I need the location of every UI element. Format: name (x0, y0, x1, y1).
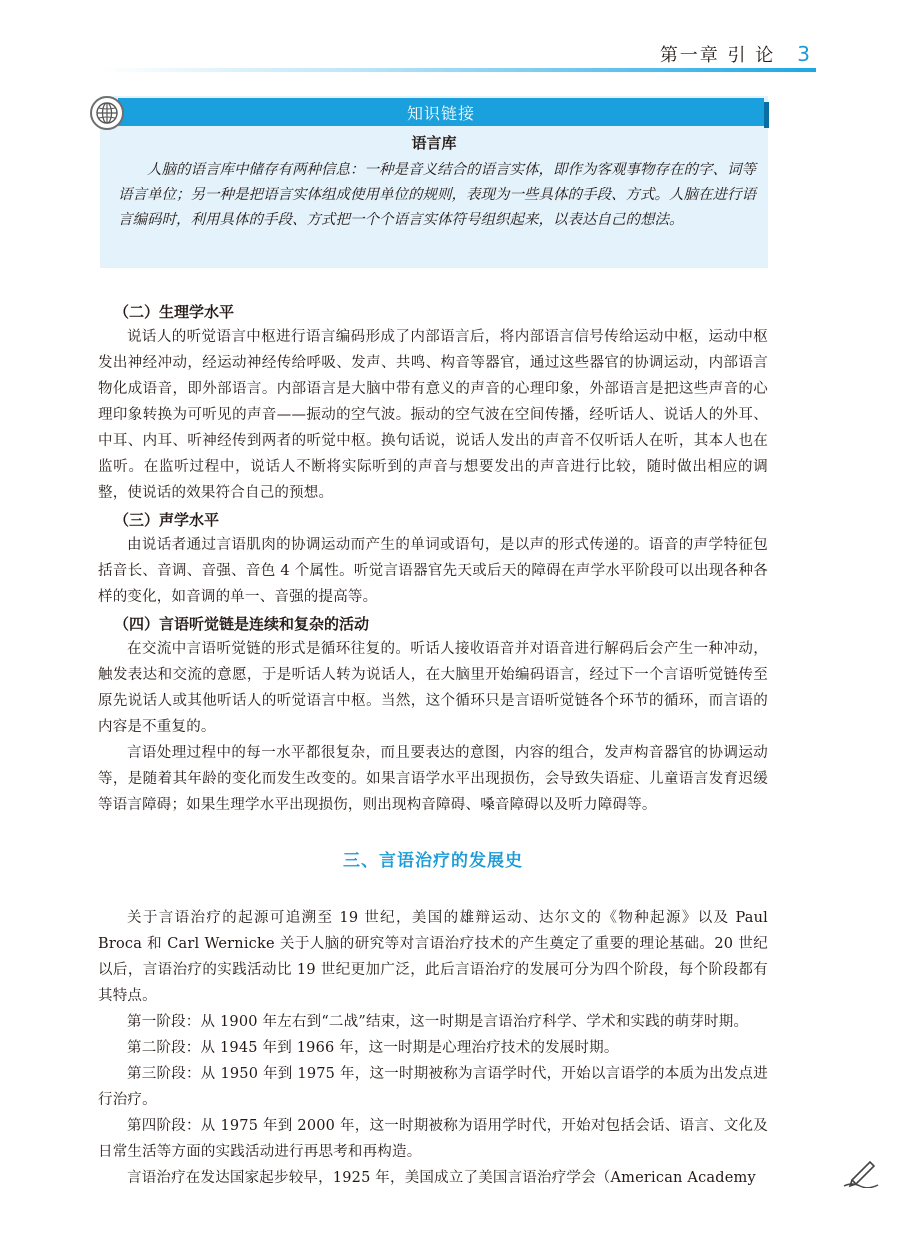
knowledge-box-body: 人脑的语言库中储存有两种信息：一种是音义结合的语言实体，即作为客观事物存在的字、词等语言单位；另一种是把语言实体组成使用单位的规则，表现为一些具体的手段、方式。人脑在进行语言编码时，利用具体的手段、方式把一个个语言实体符号组织起来，以表达自己的想法。 (118, 162, 756, 228)
running-header (600, 40, 810, 68)
pen-icon (842, 1158, 882, 1188)
chapter-section-heading: 三、言语治疗的发展史 (343, 851, 523, 871)
chapter-title: 第一章 引 论 (659, 45, 776, 66)
header-rule (100, 68, 816, 72)
paragraph: 第一阶段：从 1900 年左右到“二战”结束，这一时期是言语治疗科学、学术和实践的萌芽时期。 (127, 1014, 749, 1030)
paragraph: 言语治疗在发达国家起步较早，1925 年，美国成立了美国言语治疗学会（American Academy (127, 1170, 756, 1186)
section-heading-speech-chain: （四）言语听觉链是连续和复杂的活动 (114, 615, 370, 633)
paragraph: 言语处理过程中的每一水平都很复杂，而且要表达的意图，内容的组合，发声构音器官的协调运动等，是随着其年龄的变化而发生改变的。如果言语学水平出现损伤，会导致失语症、儿童语言发育迟缓等语言障碍；如果生理学水平出现损伤，则出现构音障碍、嗓音障碍以及听力障碍等。 (98, 745, 768, 813)
knowledge-box-title: 语言库 (411, 134, 457, 152)
paragraph: 在交流中言语听觉链的形式是循环往复的。听话人接收语音并对语音进行解码后会产生一种冲动，触发表达和交流的意愿，于是听话人转为说话人，在大脑里开始编码语言，经过下一个言语听觉链传至原先说话人或其他听话人的听觉语言中枢。当然，这个循环只是言语听觉链各个环节的循环，而言语的内容是不重复的。 (98, 641, 768, 735)
section-heading-physiology: （二）生理学水平 (114, 303, 235, 321)
paragraph: 由说话者通过言语肌肉的协调运动而产生的单词或语句，是以声的形式传递的。语音的声学特征包括音长、音调、音强、音色 4 个属性。听觉言语器官先天或后天的障碍在声学水平阶段可以出现各种各样的变化，如音调的单一、音强的提高等。 (98, 537, 768, 605)
knowledge-bar-shadow (764, 102, 769, 128)
page-number: 3 (797, 42, 810, 66)
paragraph: 第四阶段：从 1975 年到 2000 年，这一时期被称为语用学时代，开始对包括会话、语言、文化及日常生活等方面的实践活动进行再思考和再构造。 (98, 1118, 768, 1160)
globe-icon (90, 96, 124, 130)
paragraph: 说话人的听觉语言中枢进行语言编码形成了内部语言后，将内部语言信号传给运动中枢，运动中枢发出神经冲动，经运动神经传给呼吸、发声、共鸣、构音等器官，通过这些器官的协调运动，内部语言物化成语音，即外部语言。内部语言是大脑中带有意义的声音的心理印象，外部语言是把这些声音的心理印象转换为可听见的声音——振动的空气波。振动的空气波在空间传播，经听话人、说话人的外耳、中耳、内耳、听神经传到两者的听觉中枢。换句话说，说话人发出的声音不仅听话人在听，其本人也在监听。在监听过程中，说话人不断将实际听到的声音与想要发出的声音进行比较，随时做出相应的调整，使说话的效果符合自己的预想。 (98, 329, 768, 501)
paragraph: 第二阶段：从 1945 年到 1966 年，这一时期是心理治疗技术的发展时期。 (127, 1040, 619, 1056)
paragraph: 关于言语治疗的起源可追溯至 19 世纪，美国的雄辩运动、达尔文的《物种起源》以及 Paul Broca 和 Carl Wernicke 关于人脑的研究等对言语治疗技术的产生奠定了重要的理论基础。20 世纪以后，言语治疗的实践活动比 19 世纪更加广泛，此后言语治疗的发展可分为四个阶段，每个阶段都有其特点。 (98, 910, 768, 1004)
paragraph: 第三阶段：从 1950 年到 1975 年，这一时期被称为言语学时代，开始以言语学的本质为出发点进行治疗。 (98, 1066, 768, 1108)
section-heading-acoustics: （三）声学水平 (114, 511, 220, 529)
main-content (98, 298, 768, 1191)
knowledge-box-label: 知识链接 (118, 98, 764, 126)
